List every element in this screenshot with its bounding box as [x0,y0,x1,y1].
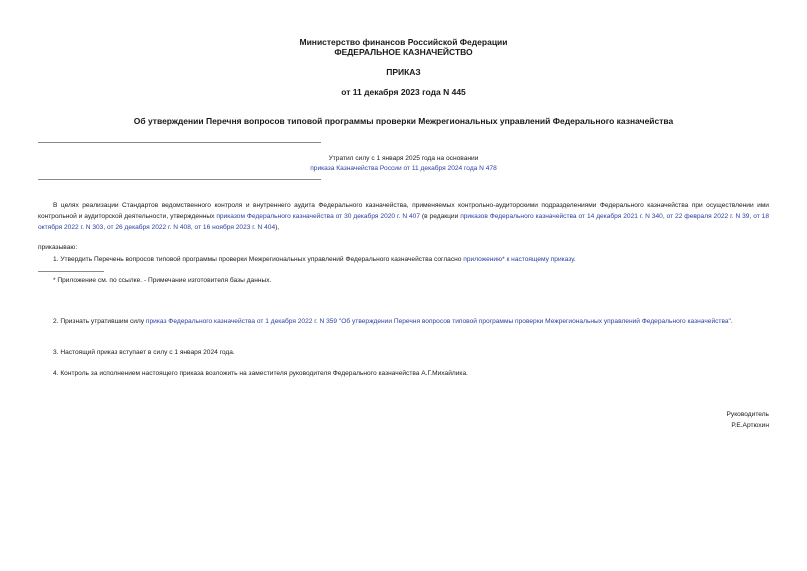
item-2-end: . [730,318,733,325]
signature-position: Руководитель [726,411,769,418]
item-1 [38,254,769,265]
preamble-text-2: (в редакции [420,213,461,220]
status-note-text: Утратил силу с 1 января 2025 года на основании [328,155,479,162]
item-1-text: 1. Утвердить Перечень вопросов типовой программы проверки Межрегиональных управлений Федерального казначейства согласно [53,256,464,263]
doc-title: Об утверждении Перечня вопросов типовой программы проверки Межрегиональных управлений Федерального казначейства [133,116,674,126]
preamble-text-1: В целях реализации Стандартов ведомственного контроля и внутреннего аудита Федерального казначейства, применяемых контрольно-аудиторскими подразделениями Федерального казначейства при осуществлении ими контрольной и аудиторской деятельности, утвержденных [38,202,769,220]
status-note-link[interactable]: приказа Казначейства России от 11 декабря 2024 года N 478 [310,165,497,172]
footnote-divider [38,271,104,272]
preamble-text-3: ), [275,224,280,231]
footnote: * Приложение см. по ссылке. - Примечание изготовителя базы данных. [53,277,272,284]
preamble-paragraph [38,200,769,233]
doc-date-number: от 11 декабря 2023 года N 445 [341,87,466,97]
ministry-name: Министерство финансов Российской Федерации [299,37,508,47]
item-2 [38,316,769,327]
status-note-line [0,164,807,173]
divider-top [38,142,321,143]
item-3: 3. Настоящий приказ вступает в силу с 1 января 2024 года. [53,349,235,356]
item-2-link[interactable]: приказ Федерального казначейства от 1 декабря 2022 г. N 359 "Об утверждении Перечня вопросов типовой программы проверки Межрегиональных управлений Федерального казначейства" [145,318,731,325]
preamble-link-1[interactable]: приказом Федерального казначейства от 30 декабря 2020 г. N 407 [216,213,421,220]
item-4: 4. Контроль за исполнением настоящего приказа возложить на заместителя руководителя Федерального казначейства А.Г.Михайлика. [53,370,468,377]
doc-type: ПРИКАЗ [386,67,421,77]
signature-name: Р.Е.Артюхин [731,422,769,429]
item-2-text: 2. Признать утратившим силу [53,318,146,325]
agency-name: ФЕДЕРАЛЬНОЕ КАЗНАЧЕЙСТВО [334,47,473,57]
item-1-end: . [573,256,576,263]
preamble-link-2[interactable]: приказов Федерального казначейства от 14 декабря 2021 г. N 340, от 22 февраля 2022 г. N 39, от 18 октября 2022 г. N 303, от 26 декабря 2022 г. N 408, от 16 ноября 2023 г. N 404 [38,213,770,231]
item-1-link[interactable]: приложению* к настоящему приказу [463,256,574,263]
order-word: приказываю: [38,244,78,251]
divider-bottom [38,179,321,180]
